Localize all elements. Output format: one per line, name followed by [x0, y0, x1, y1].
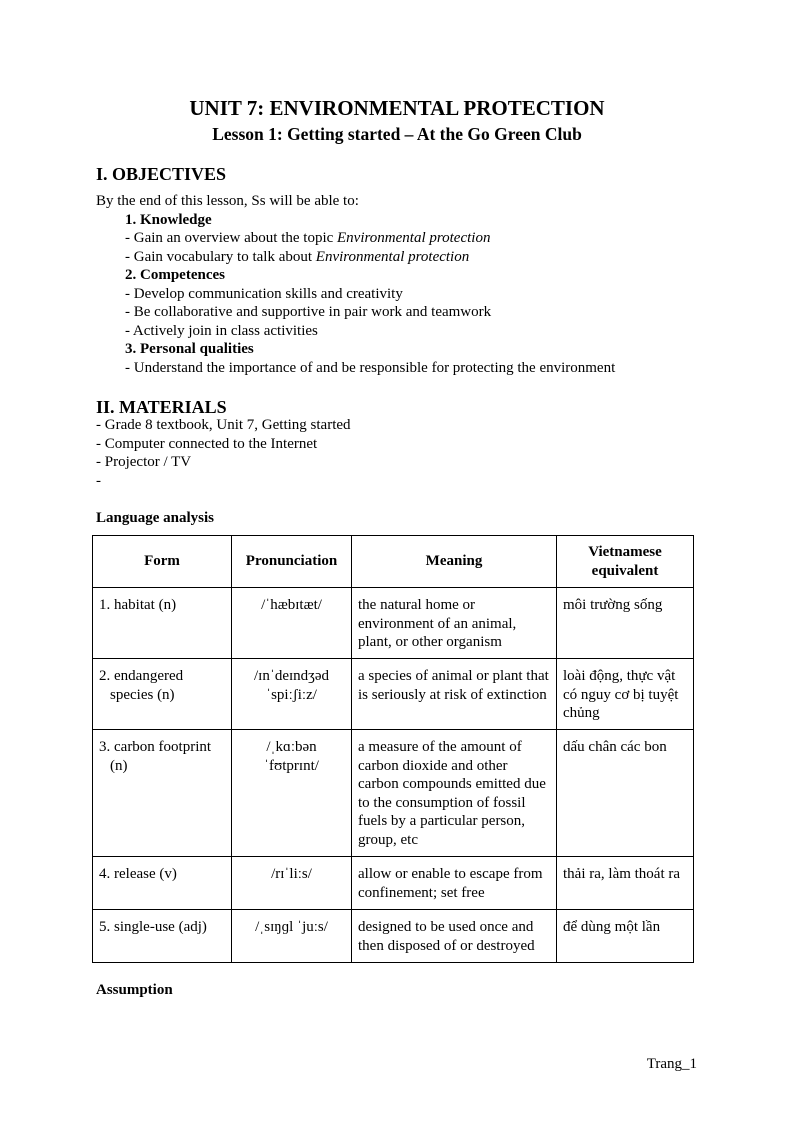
material-item: - Projector / TV: [96, 454, 192, 470]
competence-item: - Be collaborative and supportive in pair work and teamwork: [125, 304, 492, 320]
knowledge-item-2-text: - Gain vocabulary to talk about: [125, 248, 316, 265]
form-cell: 1. habitat (n): [93, 588, 232, 659]
meaning-cell: allow or enable to escape from confinement; set free: [352, 857, 557, 910]
pronunciation-cell: /ˌsɪŋɡl ˈjuːs/: [232, 910, 352, 963]
column-header-vietnamese: Vietnamese equivalent: [557, 536, 694, 588]
table-row: [93, 730, 694, 857]
meaning-cell: designed to be used once and then disposed of or destroyed: [352, 910, 557, 963]
vietnamese-cell: dấu chân các bon: [557, 730, 694, 857]
form-cell: 4. release (v): [93, 857, 232, 910]
knowledge-item-2-topic: Environmental protection: [315, 248, 470, 265]
competence-item: - Actively join in class activities: [125, 322, 318, 339]
knowledge-item-2: [125, 248, 469, 266]
table-row: [93, 659, 694, 730]
materials-heading: II. MATERIALS: [96, 397, 227, 417]
competences-heading: 2. Competences: [125, 267, 225, 283]
assumption-heading: Assumption: [96, 982, 173, 998]
meaning-cell: the natural home or environment of an animal, plant, or other organism: [352, 588, 557, 659]
quality-item: - Understand the importance of and be responsible for protecting the environment: [125, 359, 616, 376]
material-item: - Grade 8 textbook, Unit 7, Getting started: [96, 417, 351, 433]
qualities-heading: 3. Personal qualities: [125, 341, 254, 357]
form-cell: 3. carbon footprint (n): [93, 730, 232, 857]
table-row: [93, 588, 694, 659]
vietnamese-cell: thải ra, làm thoát ra: [557, 857, 694, 910]
table-row: [93, 910, 694, 963]
language-analysis-heading: Language analysis: [96, 510, 214, 526]
pronunciation-cell: /ˌkɑːbən ˈfʊtprɪnt/: [232, 730, 352, 857]
unit-title: UNIT 7: ENVIRONMENTAL PROTECTION: [189, 96, 605, 120]
knowledge-item-1-text: - Gain an overview about the topic: [125, 230, 338, 246]
meaning-cell: a measure of the amount of carbon dioxide and other carbon compounds emitted due to the consumption of fossil fuels by a particular person, group, etc: [352, 730, 557, 857]
column-header-meaning: Meaning: [352, 536, 557, 588]
page-number: Trang_1: [646, 1056, 697, 1072]
pronunciation-cell: /ˈhæbɪtæt/: [232, 588, 352, 659]
knowledge-heading: 1. Knowledge: [125, 211, 212, 228]
form-cell: 5. single-use (adj): [93, 910, 232, 963]
column-header-pronunciation: Pronunciation: [232, 536, 352, 588]
table-row: [93, 857, 694, 910]
form-cell: 2. endangered species (n): [93, 659, 232, 730]
material-item: - Computer connected to the Internet: [96, 435, 318, 452]
lesson-subtitle: Lesson 1: Getting started – At the Go Green Club: [212, 124, 582, 144]
pronunciation-cell: /rɪˈliːs/: [232, 857, 352, 910]
vietnamese-cell: để dùng một lần: [557, 910, 694, 963]
objectives-intro: By the end of this lesson, Ss will be able to:: [96, 193, 359, 209]
objectives-heading: I. OBJECTIVES: [96, 164, 227, 184]
knowledge-item-1: [125, 229, 490, 247]
material-item: -: [96, 472, 101, 489]
pronunciation-cell: /ɪnˈdeɪndʒəd ˈspiːʃiːz/: [232, 659, 352, 730]
column-header-form: Form: [93, 536, 232, 588]
competence-item: - Develop communication skills and creativity: [125, 285, 403, 302]
vietnamese-cell: môi trường sống: [557, 588, 694, 659]
knowledge-item-1-topic: Environmental protection: [337, 230, 491, 246]
table-header-row: [93, 536, 694, 588]
meaning-cell: a species of animal or plant that is seriously at risk of extinction: [352, 659, 557, 730]
vietnamese-cell: loài động, thực vật có nguy cơ bị tuyệt chủng: [557, 659, 694, 730]
language-analysis-table: [92, 535, 694, 963]
